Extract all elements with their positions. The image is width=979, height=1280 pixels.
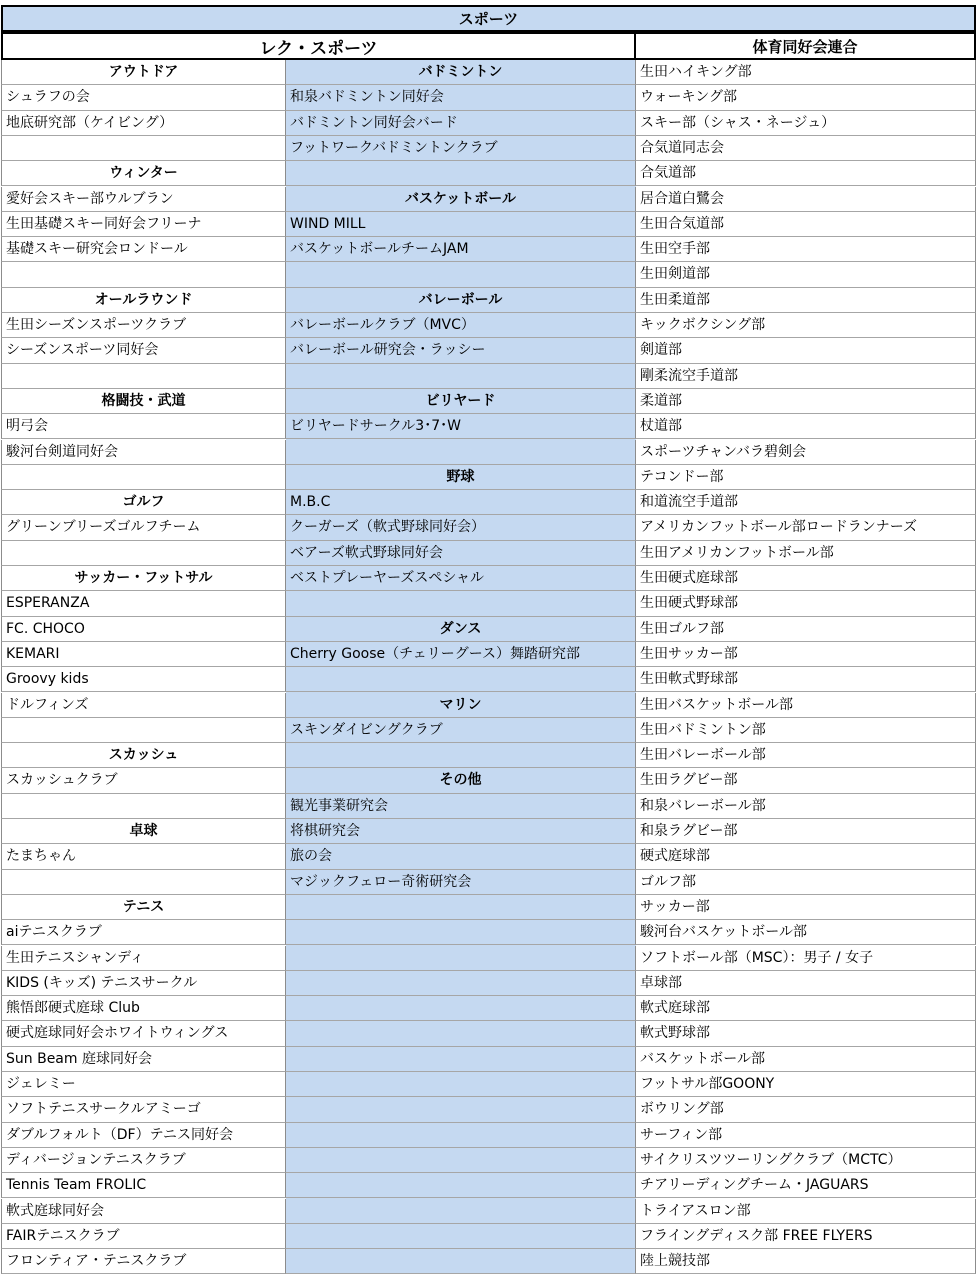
club-cell: たまちゃん <box>1 844 286 869</box>
club-cell: クーガーズ（軟式野球同好会） <box>286 515 636 540</box>
club-cell: ディバージョンテニスクラブ <box>1 1148 286 1173</box>
club-cell: スキンダイビングクラブ <box>286 718 636 743</box>
empty-cell <box>286 1047 636 1072</box>
category-heading: バスケットボール <box>286 187 636 212</box>
club-cell: スキー部（シャス・ネージュ） <box>636 111 976 136</box>
club-cell: 生田硬式庭球部 <box>636 566 976 591</box>
club-cell: グリーンブリーズゴルフチーム <box>1 515 286 540</box>
empty-cell <box>286 895 636 920</box>
club-cell: M.B.C <box>286 490 636 515</box>
empty-cell <box>286 364 636 389</box>
club-cell: アメリカンフットボール部ロードランナーズ <box>636 515 976 540</box>
club-cell: フットサル部GOONY <box>636 1072 976 1097</box>
club-cell: Groovy kids <box>1 667 286 692</box>
club-cell: 生田空手部 <box>636 237 976 262</box>
club-cell: 居合道白鷺会 <box>636 187 976 212</box>
empty-cell <box>1 718 286 743</box>
empty-cell <box>286 440 636 465</box>
club-cell: ビリヤードサークル3･7･W <box>286 414 636 439</box>
club-cell: ベアーズ軟式野球同好会 <box>286 541 636 566</box>
club-cell: 柔道部 <box>636 389 976 414</box>
empty-cell <box>286 920 636 945</box>
club-cell: 軟式庭球同好会 <box>1 1199 286 1224</box>
club-cell: キックボクシング部 <box>636 313 976 338</box>
club-cell: サッカー部 <box>636 895 976 920</box>
club-cell: シュラフの会 <box>1 85 286 110</box>
empty-cell <box>286 1021 636 1046</box>
club-cell: フロンティア・テニスクラブ <box>1 1249 286 1274</box>
club-cell: フットワークバドミントンクラブ <box>286 136 636 161</box>
empty-cell <box>1 465 286 490</box>
club-cell: 地底研究部（ケイビング） <box>1 111 286 136</box>
club-cell: 将棋研究会 <box>286 819 636 844</box>
club-cell: FAIRテニスクラブ <box>1 1224 286 1249</box>
club-cell: 杖道部 <box>636 414 976 439</box>
empty-cell <box>286 161 636 186</box>
empty-cell <box>1 364 286 389</box>
empty-cell <box>286 667 636 692</box>
club-cell: 生田アメリカンフットボール部 <box>636 541 976 566</box>
club-cell: 生田バレーボール部 <box>636 743 976 768</box>
club-cell: 和泉バドミントン同好会 <box>286 85 636 110</box>
club-cell: 基礎スキー研究会ロンドール <box>1 237 286 262</box>
header-rec-sports: レク・スポーツ <box>1 32 636 60</box>
club-cell: ダブルフォルト（DF）テニス同好会 <box>1 1123 286 1148</box>
club-cell: 和泉ラグビー部 <box>636 819 976 844</box>
club-cell: 駿河台剣道同好会 <box>1 440 286 465</box>
club-cell: 熊悟郎硬式庭球 Club <box>1 996 286 1021</box>
category-heading: ビリヤード <box>286 389 636 414</box>
club-cell: チアリーディングチーム・JAGUARS <box>636 1173 976 1198</box>
club-cell: 生田バドミントン部 <box>636 718 976 743</box>
club-cell: 和泉バレーボール部 <box>636 794 976 819</box>
club-cell: 卓球部 <box>636 971 976 996</box>
club-cell: マジックフェロー奇術研究会 <box>286 870 636 895</box>
category-heading: その他 <box>286 768 636 793</box>
club-cell: KIDS (キッズ) テニスサークル <box>1 971 286 996</box>
club-cell: フライングディスク部 FREE FLYERS <box>636 1224 976 1249</box>
club-cell: 和道流空手道部 <box>636 490 976 515</box>
empty-cell <box>286 1097 636 1122</box>
empty-cell <box>1 794 286 819</box>
club-cell: KEMARI <box>1 642 286 667</box>
category-heading: 卓球 <box>1 819 286 844</box>
empty-cell <box>286 1249 636 1274</box>
category-heading: 格闘技・武道 <box>1 389 286 414</box>
header-athletic-federation: 体育同好会連合 <box>634 32 976 60</box>
column-rec-sports-right <box>286 60 636 1274</box>
empty-cell <box>286 1199 636 1224</box>
club-cell: バスケットボールチームJAM <box>286 237 636 262</box>
empty-cell <box>1 136 286 161</box>
empty-cell <box>286 262 636 287</box>
category-heading: ダンス <box>286 617 636 642</box>
club-cell: 生田ラグビー部 <box>636 768 976 793</box>
club-cell: 生田テニスシャンディ <box>1 946 286 971</box>
empty-cell <box>286 946 636 971</box>
club-cell: 明弓会 <box>1 414 286 439</box>
category-heading: アウトドア <box>1 60 286 85</box>
club-cell: Tennis Team FROLIC <box>1 1173 286 1198</box>
club-cell: サーフィン部 <box>636 1123 976 1148</box>
category-heading: オールラウンド <box>1 288 286 313</box>
club-cell: 生田ゴルフ部 <box>636 617 976 642</box>
club-cell: ベストプレーヤーズスペシャル <box>286 566 636 591</box>
club-cell: バスケットボール部 <box>636 1047 976 1072</box>
club-cell: 駿河台バスケットボール部 <box>636 920 976 945</box>
club-cell: ソフトボール部（MSC）：男子 / 女子 <box>636 946 976 971</box>
empty-cell <box>286 971 636 996</box>
empty-cell <box>286 1224 636 1249</box>
club-cell: 軟式野球部 <box>636 1021 976 1046</box>
club-cell: 生田サッカー部 <box>636 642 976 667</box>
club-cell: aiテニスクラブ <box>1 920 286 945</box>
club-cell: バレーボールクラブ（MVC） <box>286 313 636 338</box>
club-cell: ESPERANZA <box>1 591 286 616</box>
club-cell: 生田合気道部 <box>636 212 976 237</box>
club-cell: 生田剣道部 <box>636 262 976 287</box>
club-cell: 生田シーズンスポーツクラブ <box>1 313 286 338</box>
club-cell: シーズンスポーツ同好会 <box>1 338 286 363</box>
empty-cell <box>286 1072 636 1097</box>
club-cell: Sun Beam 庭球同好会 <box>1 1047 286 1072</box>
club-cell: サイクリスツツーリングクラブ（MCTC） <box>636 1148 976 1173</box>
category-heading: テニス <box>1 895 286 920</box>
club-cell: テコンドー部 <box>636 465 976 490</box>
category-heading: サッカー・フットサル <box>1 566 286 591</box>
club-cell: ゴルフ部 <box>636 870 976 895</box>
category-heading: ゴルフ <box>1 490 286 515</box>
club-cell: FC. CHOCO <box>1 617 286 642</box>
club-cell: バレーボール研究会・ラッシー <box>286 338 636 363</box>
club-cell: 生田軟式野球部 <box>636 667 976 692</box>
column-rec-sports-left <box>1 60 286 1274</box>
club-cell: 生田ハイキング部 <box>636 60 976 85</box>
club-cell: ソフトテニスサークルアミーゴ <box>1 1097 286 1122</box>
category-heading: ウィンター <box>1 161 286 186</box>
club-cell: 合気道同志会 <box>636 136 976 161</box>
club-cell: 剛柔流空手道部 <box>636 364 976 389</box>
empty-cell <box>286 1173 636 1198</box>
column-header-row <box>1 32 976 60</box>
empty-cell <box>286 1123 636 1148</box>
club-cell: 合気道部 <box>636 161 976 186</box>
club-cell: 観光事業研究会 <box>286 794 636 819</box>
club-cell: ボウリング部 <box>636 1097 976 1122</box>
club-cell: スポーツチャンバラ碧剣会 <box>636 440 976 465</box>
club-cell: 生田基礎スキー同好会フリーナ <box>1 212 286 237</box>
category-heading: マリン <box>286 693 636 718</box>
empty-cell <box>286 743 636 768</box>
empty-cell <box>1 541 286 566</box>
club-cell: ジェレミー <box>1 1072 286 1097</box>
sheet-title: スポーツ <box>1 5 976 32</box>
club-cell: 旅の会 <box>286 844 636 869</box>
club-cell: スカッシュクラブ <box>1 768 286 793</box>
club-cell: 愛好会スキー部ウルブラン <box>1 187 286 212</box>
column-athletic-federation <box>636 60 976 1274</box>
empty-cell <box>1 262 286 287</box>
club-cell: ドルフィンズ <box>1 693 286 718</box>
club-cell: 生田柔道部 <box>636 288 976 313</box>
empty-cell <box>286 1148 636 1173</box>
club-cell: 軟式庭球部 <box>636 996 976 1021</box>
club-cell: 生田バスケットボール部 <box>636 693 976 718</box>
club-cell: 生田硬式野球部 <box>636 591 976 616</box>
club-cell: ウォーキング部 <box>636 85 976 110</box>
club-cell: バドミントン同好会バード <box>286 111 636 136</box>
category-heading: バドミントン <box>286 60 636 85</box>
club-cell: 剣道部 <box>636 338 976 363</box>
empty-cell <box>286 996 636 1021</box>
club-cell: 硬式庭球同好会ホワイトウィングス <box>1 1021 286 1046</box>
club-cell: WIND MILL <box>286 212 636 237</box>
category-heading: バレーボール <box>286 288 636 313</box>
empty-cell <box>1 870 286 895</box>
club-cell: トライアスロン部 <box>636 1199 976 1224</box>
club-cell: 硬式庭球部 <box>636 844 976 869</box>
category-heading: スカッシュ <box>1 743 286 768</box>
category-heading: 野球 <box>286 465 636 490</box>
empty-cell <box>286 591 636 616</box>
club-cell: 陸上競技部 <box>636 1249 976 1274</box>
club-cell: Cherry Goose（チェリーグース）舞踏研究部 <box>286 642 636 667</box>
